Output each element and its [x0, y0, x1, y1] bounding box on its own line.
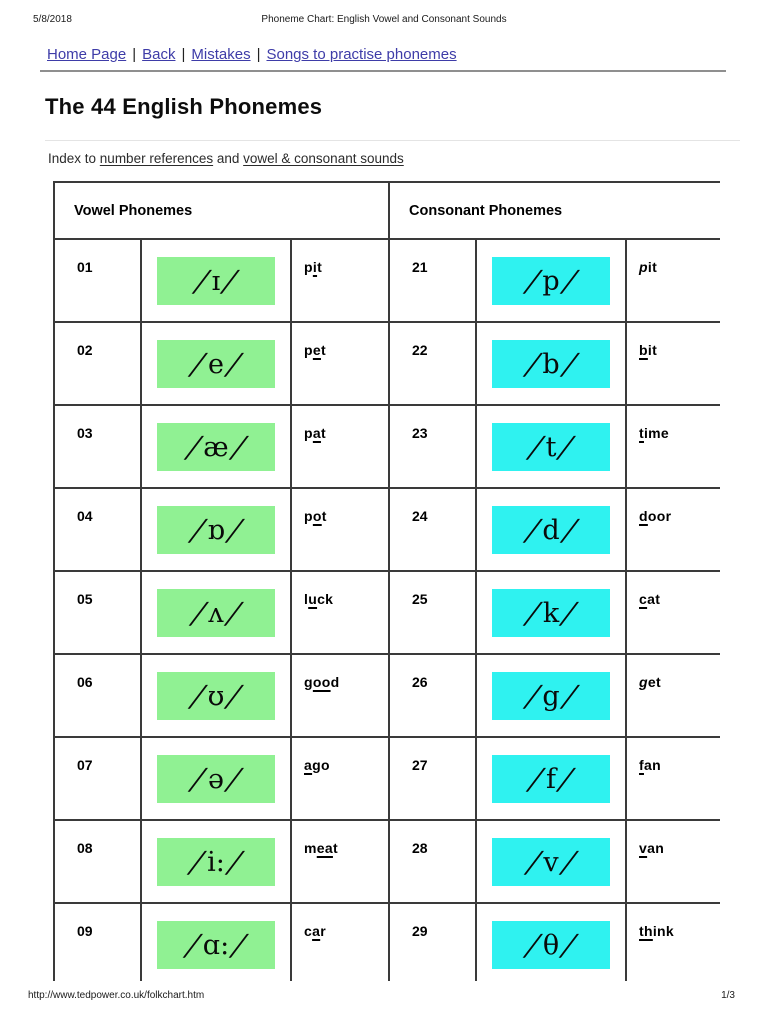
word-post: t [320, 342, 326, 358]
phoneme-slash: / [523, 927, 543, 962]
vowel-phoneme-box [157, 340, 275, 388]
phoneme-table-container [53, 181, 720, 981]
word-pre: p [304, 508, 313, 524]
vowel-symbol-cell [141, 820, 291, 903]
phoneme-slash: / [225, 512, 244, 547]
page-title: The 44 English Phonemes [45, 94, 323, 119]
vowel-symbol-cell [141, 239, 291, 322]
phoneme-table-body [54, 239, 720, 981]
vowel-phonemes-header: Vowel Phonemes [54, 182, 389, 239]
vowel-number-cell: 02 [54, 322, 141, 405]
consonant-word-cell [626, 820, 720, 903]
word-pre: p [304, 259, 313, 275]
vowel-word-cell [291, 903, 389, 981]
vowel-number-cell: 04 [54, 488, 141, 571]
divider-light [45, 140, 740, 141]
consonant-phonemes-header: Consonant Phonemes [389, 182, 720, 239]
consonant-symbol-cell [476, 737, 626, 820]
vowel-number-cell: 06 [54, 654, 141, 737]
phoneme-row [54, 820, 720, 903]
word-key-letter: t [639, 425, 644, 441]
vowel-phoneme-box [157, 838, 275, 886]
word-pre: g [304, 674, 313, 690]
word-pre: l [304, 591, 309, 607]
vowel-word-cell [291, 737, 389, 820]
vowel-number-cell: 05 [54, 571, 141, 654]
vowel-phoneme-symbol: ə [208, 763, 224, 795]
phoneme-slash: / [183, 927, 203, 962]
index-middle: and [213, 151, 244, 166]
word-key-letter: f [639, 757, 644, 773]
index-prefix: Index to [48, 151, 100, 166]
vowel-number-cell: 01 [54, 239, 141, 322]
phoneme-slash: / [225, 678, 244, 713]
phoneme-slash: / [560, 927, 579, 962]
vowel-symbol-cell [141, 654, 291, 737]
consonant-number-cell: 25 [389, 571, 476, 654]
phoneme-slash: / [224, 761, 244, 796]
word-post: oor [647, 508, 672, 524]
phoneme-slash: / [230, 927, 249, 962]
divider [40, 70, 726, 72]
phoneme-slash: / [560, 595, 579, 630]
consonant-phoneme-symbol: f [546, 763, 557, 795]
consonant-number-cell: 28 [389, 820, 476, 903]
vowel-phoneme-symbol: ɒ [207, 514, 225, 546]
consonant-word-cell [626, 322, 720, 405]
word-post: et [647, 674, 661, 690]
word-key-letter: c [639, 591, 648, 607]
consonant-word-cell [626, 737, 720, 820]
phoneme-slash: / [524, 844, 543, 879]
word-post: ime [643, 425, 670, 441]
phoneme-slash: / [189, 761, 208, 796]
phoneme-slash: / [560, 512, 579, 547]
word-key-letter: o [312, 508, 322, 524]
phoneme-slash: / [221, 263, 240, 298]
nav-separator: | [181, 46, 186, 63]
vowel-word-cell [291, 571, 389, 654]
consonant-word-cell [626, 571, 720, 654]
consonant-number-cell: 21 [389, 239, 476, 322]
word-post: r [320, 923, 326, 939]
word-post: at [647, 591, 661, 607]
word-key-letter: b [639, 342, 648, 358]
phoneme-row [54, 903, 720, 981]
phoneme-row [54, 239, 720, 322]
vowel-consonant-sounds-link[interactable]: vowel & consonant sounds [243, 151, 404, 166]
vowel-symbol-cell [141, 322, 291, 405]
word-post: go [312, 757, 330, 773]
word-pre: m [304, 840, 317, 856]
vowel-phoneme-box [157, 423, 275, 471]
consonant-number-cell: 29 [389, 903, 476, 981]
word-key-letter: i [312, 259, 318, 275]
phoneme-slash: / [188, 844, 207, 879]
word-post: t [320, 425, 326, 441]
phoneme-slash: / [523, 263, 542, 298]
phoneme-slash: / [184, 429, 203, 464]
phoneme-row [54, 405, 720, 488]
word-key-letter: p [639, 259, 648, 275]
vowel-phoneme-box [157, 589, 275, 637]
phoneme-slash: / [192, 263, 212, 298]
vowel-phoneme-symbol: ɪ [211, 265, 221, 297]
consonant-phoneme-box [492, 755, 610, 803]
consonant-number-cell: 24 [389, 488, 476, 571]
consonant-phoneme-box [492, 340, 610, 388]
phoneme-slash: / [188, 678, 207, 713]
phoneme-slash: / [560, 263, 579, 298]
word-post: it [647, 342, 658, 358]
vowel-word-cell [291, 322, 389, 405]
consonant-word-cell [626, 654, 720, 737]
vowel-number-cell: 09 [54, 903, 141, 981]
phoneme-row [54, 488, 720, 571]
consonant-word-cell [626, 405, 720, 488]
nav-link-home-page[interactable]: Home Page [47, 46, 127, 63]
consonant-word-cell [626, 239, 720, 322]
consonant-word-cell [626, 903, 720, 981]
word-post: t [332, 840, 338, 856]
phoneme-slash: / [523, 595, 543, 630]
consonant-symbol-cell [476, 322, 626, 405]
vowel-phoneme-box [157, 921, 275, 969]
consonant-phoneme-symbol: k [542, 597, 560, 629]
index-line [48, 151, 404, 166]
vowel-phoneme-box [157, 257, 275, 305]
nav-bar [47, 46, 457, 63]
print-date: 5/8/2018 [33, 14, 72, 25]
word-post: t [317, 259, 323, 275]
vowel-word-cell [291, 654, 389, 737]
vowel-phoneme-box [157, 506, 275, 554]
consonant-symbol-cell [476, 239, 626, 322]
consonant-phoneme-box [492, 838, 610, 886]
consonant-phoneme-symbol: v [543, 846, 559, 878]
vowel-phoneme-symbol: ɑ: [202, 929, 230, 961]
consonant-phoneme-box [492, 589, 610, 637]
vowel-phoneme-symbol: e [208, 348, 224, 380]
phoneme-slash: / [526, 429, 545, 464]
table-header-row [54, 182, 720, 239]
phoneme-slash: / [189, 346, 208, 381]
consonant-symbol-cell [476, 488, 626, 571]
phoneme-row [54, 654, 720, 737]
consonant-number-cell: 26 [389, 654, 476, 737]
consonant-phoneme-box [492, 672, 610, 720]
phoneme-slash: / [523, 346, 542, 381]
phoneme-slash: / [523, 512, 542, 547]
nav-separator: | [256, 46, 261, 63]
phoneme-slash: / [527, 761, 546, 796]
word-key-letter: e [312, 342, 321, 358]
word-post: t [321, 508, 327, 524]
vowel-phoneme-symbol: ʊ [207, 680, 225, 712]
footer-url: http://www.tedpower.co.uk/folkchart.htm [28, 990, 205, 1001]
word-key-letter: oo [312, 674, 331, 690]
word-post: ink [652, 923, 674, 939]
consonant-word-cell [626, 488, 720, 571]
consonant-phoneme-symbol: t [545, 431, 557, 463]
consonant-phoneme-box [492, 921, 610, 969]
consonant-phoneme-symbol: b [542, 348, 560, 380]
word-pre: c [304, 923, 313, 939]
word-post: it [647, 259, 658, 275]
nav-link-back[interactable]: Back [142, 46, 176, 63]
word-key-letter: a [312, 425, 321, 441]
vowel-number-cell: 07 [54, 737, 141, 820]
vowel-phoneme-symbol: i: [207, 846, 225, 878]
vowel-symbol-cell [141, 405, 291, 488]
phoneme-row [54, 571, 720, 654]
phoneme-slash: / [559, 844, 578, 879]
phoneme-row [54, 322, 720, 405]
vowel-symbol-cell [141, 903, 291, 981]
word-pre: p [304, 425, 313, 441]
consonant-number-cell: 23 [389, 405, 476, 488]
consonant-phoneme-symbol: p [542, 265, 560, 297]
consonant-phoneme-box [492, 257, 610, 305]
consonant-symbol-cell [476, 654, 626, 737]
word-post: an [647, 840, 665, 856]
document-title: Phoneme Chart: English Vowel and Consonant Sounds [261, 14, 507, 25]
word-key-letter: th [639, 923, 653, 939]
phoneme-slash: / [225, 844, 245, 879]
consonant-phoneme-symbol: d [542, 514, 560, 546]
consonant-phoneme-symbol: θ [542, 929, 560, 961]
word-post: ck [317, 591, 334, 607]
phoneme-slash: / [189, 595, 208, 630]
vowel-word-cell [291, 405, 389, 488]
phoneme-slash: / [556, 761, 576, 796]
consonant-number-cell: 22 [389, 322, 476, 405]
phoneme-table [53, 181, 720, 981]
phoneme-slash: / [229, 429, 248, 464]
consonant-phoneme-symbol: g [542, 680, 560, 712]
word-key-letter: d [639, 508, 648, 524]
phoneme-slash: / [560, 346, 579, 381]
word-key-letter: g [639, 674, 648, 690]
word-key-letter: v [639, 840, 648, 856]
vowel-word-cell [291, 488, 389, 571]
word-post: d [330, 674, 340, 690]
nav-link-songs[interactable]: Songs to practise phonemes [266, 46, 457, 63]
word-key-letter: u [308, 591, 318, 607]
consonant-symbol-cell [476, 903, 626, 981]
phoneme-slash: / [188, 512, 207, 547]
vowel-phoneme-box [157, 755, 275, 803]
phoneme-row [54, 737, 720, 820]
vowel-phoneme-symbol: æ [203, 431, 229, 463]
word-key-letter: ea [316, 840, 333, 856]
phoneme-slash: / [560, 678, 579, 713]
consonant-phoneme-box [492, 423, 610, 471]
phoneme-slash: / [224, 346, 244, 381]
consonant-symbol-cell [476, 405, 626, 488]
vowel-number-cell: 03 [54, 405, 141, 488]
consonant-symbol-cell [476, 571, 626, 654]
vowel-phoneme-box [157, 672, 275, 720]
vowel-word-cell [291, 820, 389, 903]
vowel-symbol-cell [141, 488, 291, 571]
consonant-number-cell: 27 [389, 737, 476, 820]
phoneme-slash: / [523, 678, 542, 713]
vowel-symbol-cell [141, 737, 291, 820]
number-references-link[interactable]: number references [99, 151, 214, 166]
word-pre: p [304, 342, 313, 358]
word-post: an [643, 757, 661, 773]
word-key-letter: a [304, 757, 313, 773]
nav-separator: | [132, 46, 137, 63]
page-number: 1/3 [721, 990, 735, 1001]
vowel-phoneme-symbol: ʌ [208, 597, 224, 629]
consonant-symbol-cell [476, 820, 626, 903]
nav-link-mistakes[interactable]: Mistakes [191, 46, 251, 63]
word-key-letter: a [312, 923, 321, 939]
vowel-number-cell: 08 [54, 820, 141, 903]
consonant-phoneme-box [492, 506, 610, 554]
vowel-word-cell [291, 239, 389, 322]
phoneme-slash: / [224, 595, 243, 630]
phoneme-slash: / [557, 429, 576, 464]
vowel-symbol-cell [141, 571, 291, 654]
